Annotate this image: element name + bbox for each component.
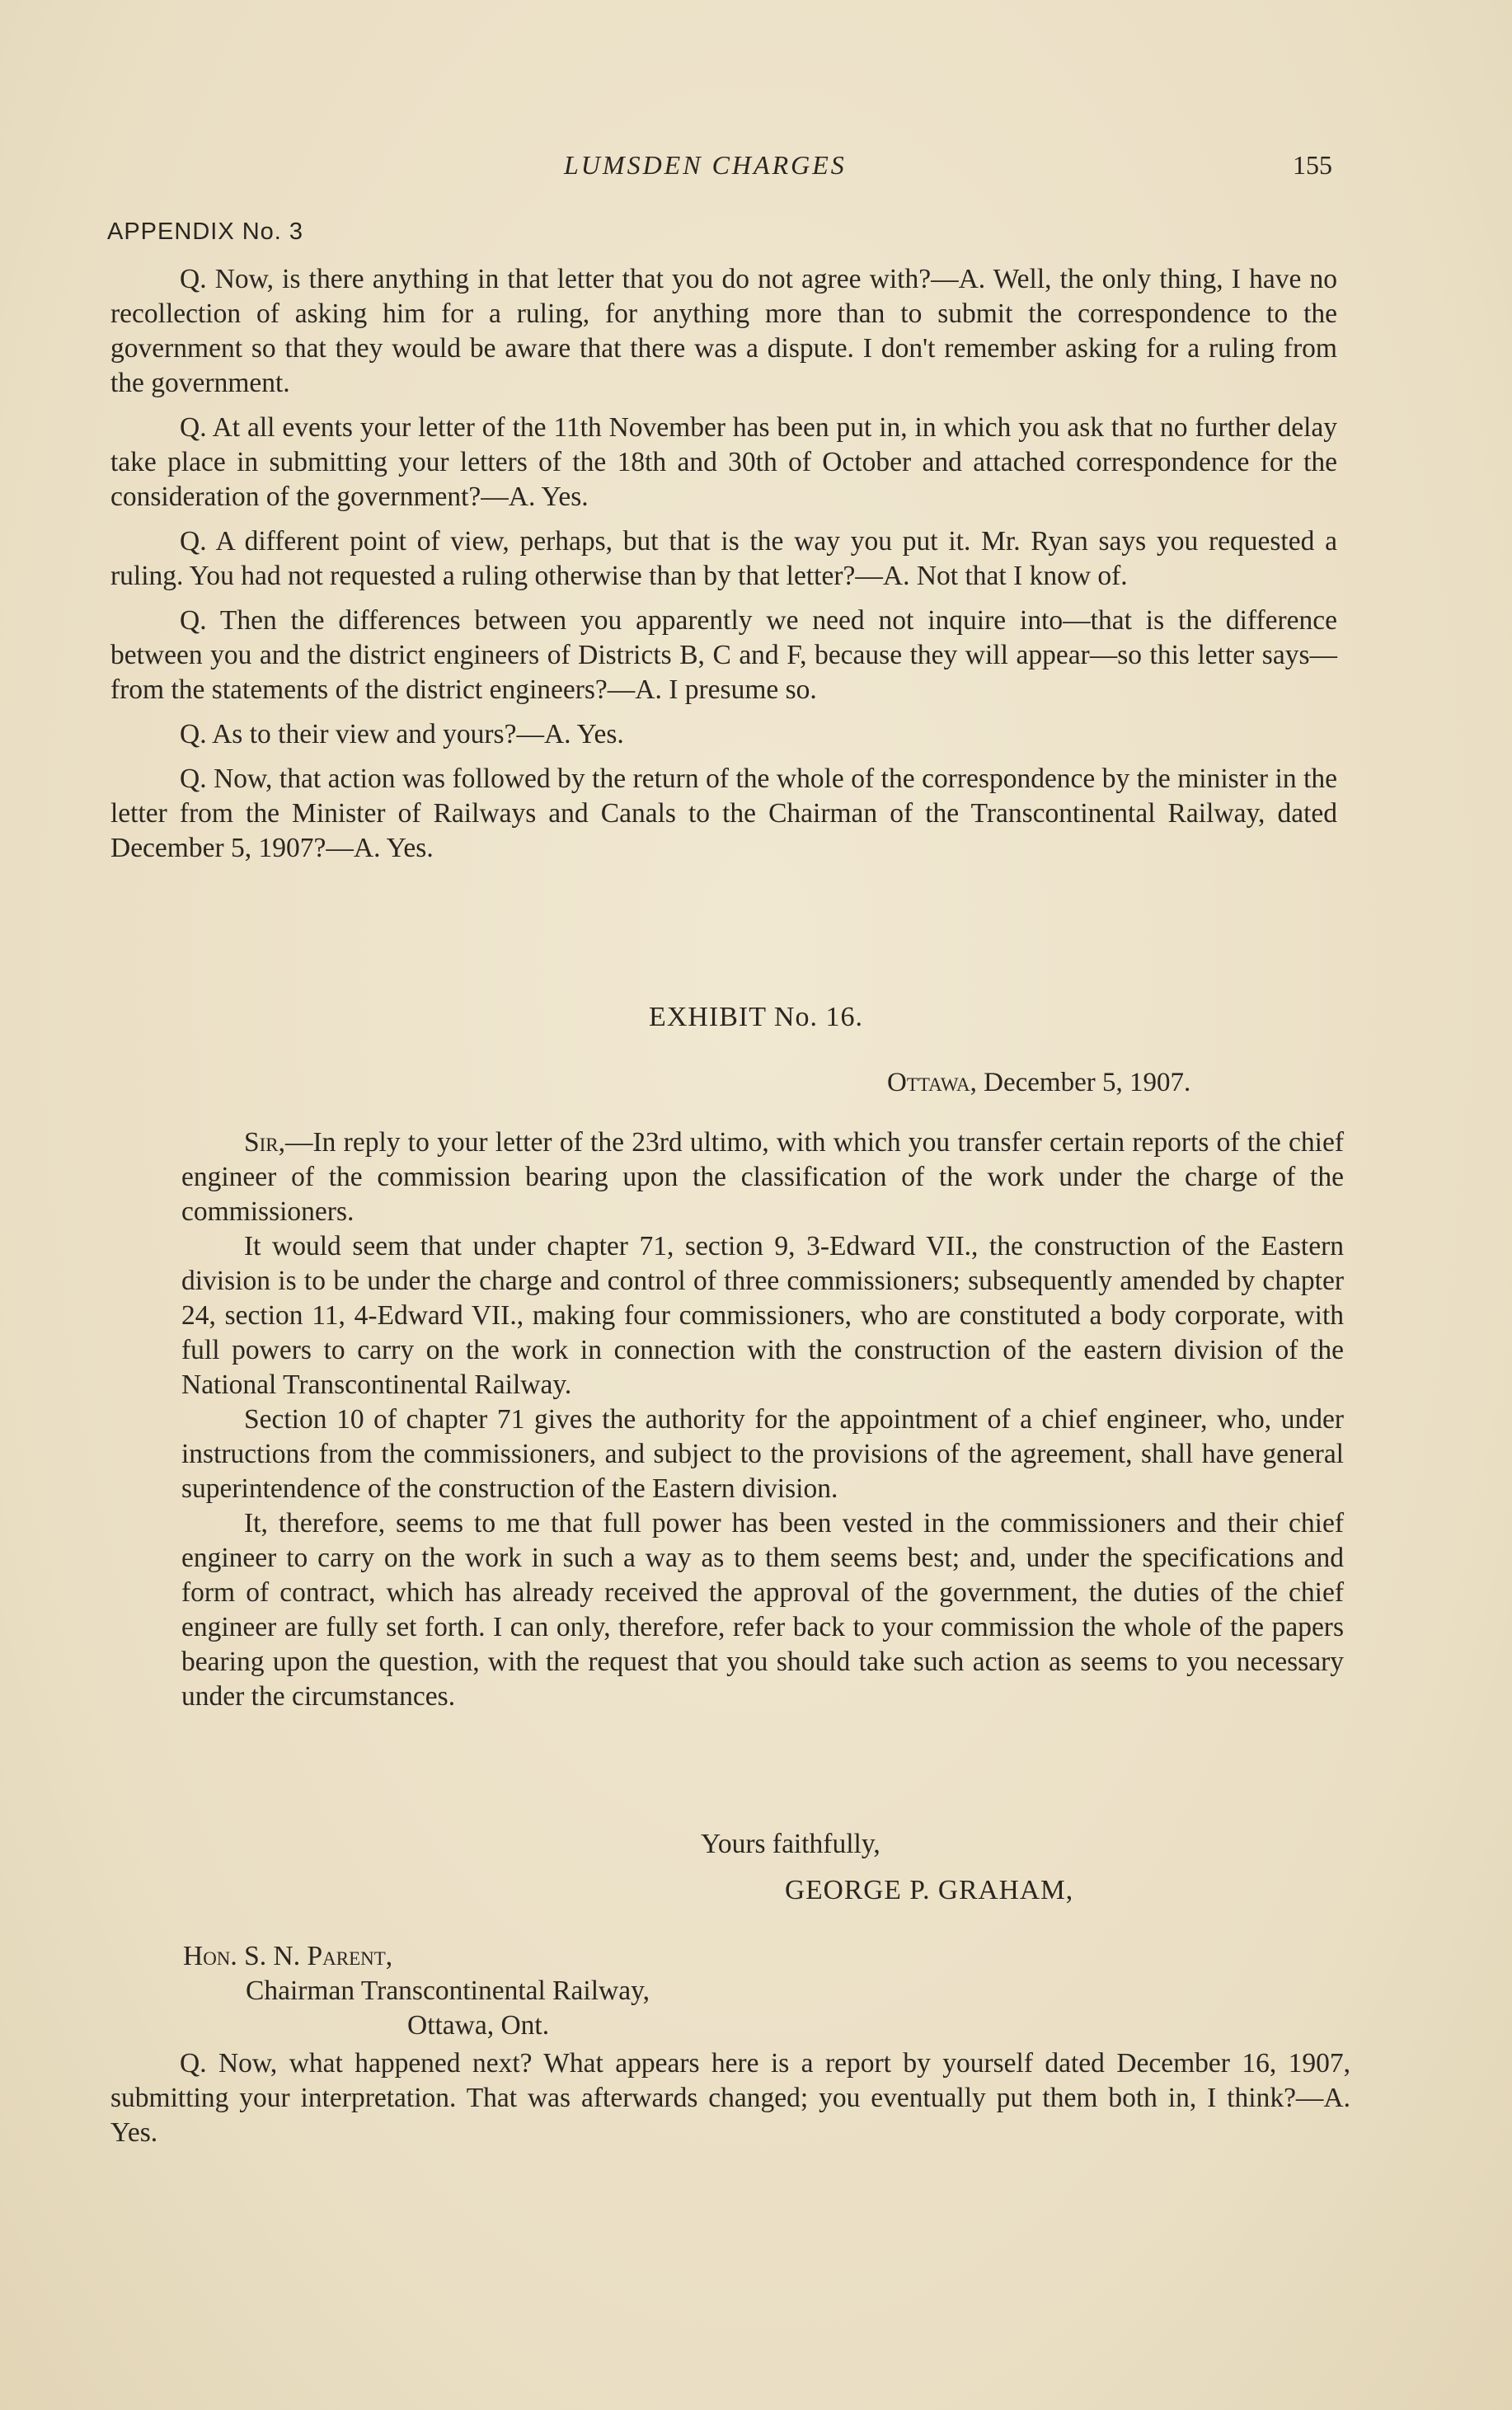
testimony-paragraph: Q. As to their view and yours?—A. Yes. [180, 719, 624, 749]
testimony-paragraph: Q. Then the differences between you apparently we need not inquire into—that is the difference between you and the district engineers of Districts B, C and F, because they will appear—so this letter says—from the statements of the district engineers?—A. I presume so. [110, 605, 1337, 705]
testimony-paragraph: Q. Now, is there anything in that letter that you do not agree with?—A. Well, the only thing, I have no recollection of asking him for a ruling, for anything more than to submit the correspondence to the government so that they would be aware that there was a dispute. I don't remember asking for a ruling from the government. [110, 264, 1337, 398]
closing-testimony [110, 2046, 1350, 2150]
addressee-name [183, 1939, 650, 1974]
letter-paragraph-text: —In reply to your letter of the 23rd ultimo, with which you transfer certain reports of the chief engineer of the commission bearing upon the classification of the work under the charge of the commissioners. [181, 1127, 1344, 1227]
running-head [0, 150, 1512, 191]
letter-salutation: Sir, [244, 1127, 286, 1158]
letter-paragraph [181, 1125, 1344, 1229]
testimony-paragraph: Q. A different point of view, perhaps, but that is the way you put it. Mr. Ryan says you requested a ruling. You had not requested a ruling otherwise than by that letter?—A. Not that I know of. [110, 526, 1337, 591]
letter-place: Ottawa, [887, 1068, 977, 1097]
addressee-title: Chairman Transcontinental Railway, [246, 1975, 650, 2006]
letter-paragraph: It, therefore, seems to me that full power has been vested in the commissioners and their chief engineer to carry on the work in such a way as to them seems best; and, under the specifications and form of contract, which has already received the approval of the government, the duties of the chief engineer are fully set forth. I can only, therefore, refer back to your commission the whole of the papers bearing upon the question, with the request that you should take such action as seems to you necessary under the circumstances. [181, 1508, 1344, 1712]
page-number: 155 [1293, 150, 1332, 180]
addressee-name-text: Hon. S. N. Parent, [183, 1941, 393, 1971]
addressee-city: Ottawa, Ont. [407, 2010, 550, 2041]
letter-paragraph: It would seem that under chapter 71, section 9, 3-Edward VII., the construction of the Eastern division is to be under the charge and control of three commissioners; subsequently amended by chapter 24, section 11, 4-Edward VII., making four commissioners, who are constituted a body corporate, with full powers to carry on the work in connection with the construction of the eastern division of the National Transcontinental Railway. [181, 1231, 1344, 1400]
letter-signature: GEORGE P. GRAHAM, [785, 1875, 1074, 1905]
appendix-label: APPENDIX No. 3 [107, 218, 304, 245]
testimony-block [110, 262, 1337, 876]
letter-date: December 5, 1907. [984, 1068, 1191, 1097]
running-title: LUMSDEN CHARGES [564, 150, 847, 180]
letter-paragraph: Section 10 of chapter 71 gives the authority for the appointment of a chief engineer, who, under instructions from the commissioners, and subject to the provisions of the agreement, shall have general superintendence of the construction of the Eastern division. [181, 1404, 1344, 1504]
testimony-paragraph: Q. Now, what happened next? What appears here is a report by yourself dated December 16, 1907, submitting your interpretation. That was afterwards changed; you eventually put them both in, I think?—A. Yes. [110, 2048, 1350, 2148]
letter-signoff: Yours faithfully, [701, 1829, 880, 1859]
letter-addressee [183, 1939, 650, 2043]
testimony-paragraph: Q. At all events your letter of the 11th November has been put in, in which you ask that no further delay take place in submitting your letters of the 18th and 30th of October and attached correspondence for the consideration of the government?—A. Yes. [110, 412, 1337, 512]
letter-dateline [887, 1068, 1190, 1098]
exhibit-title: EXHIBIT No. 16. [649, 1002, 863, 1032]
testimony-paragraph: Q. Now, that action was followed by the return of the whole of the correspondence by the minister in the letter from the Minister of Railways and Canals to the Chairman of the Transcontinental Railway, dated December 5, 1907?—A. Yes. [110, 763, 1337, 863]
letter-body [181, 1125, 1344, 1714]
